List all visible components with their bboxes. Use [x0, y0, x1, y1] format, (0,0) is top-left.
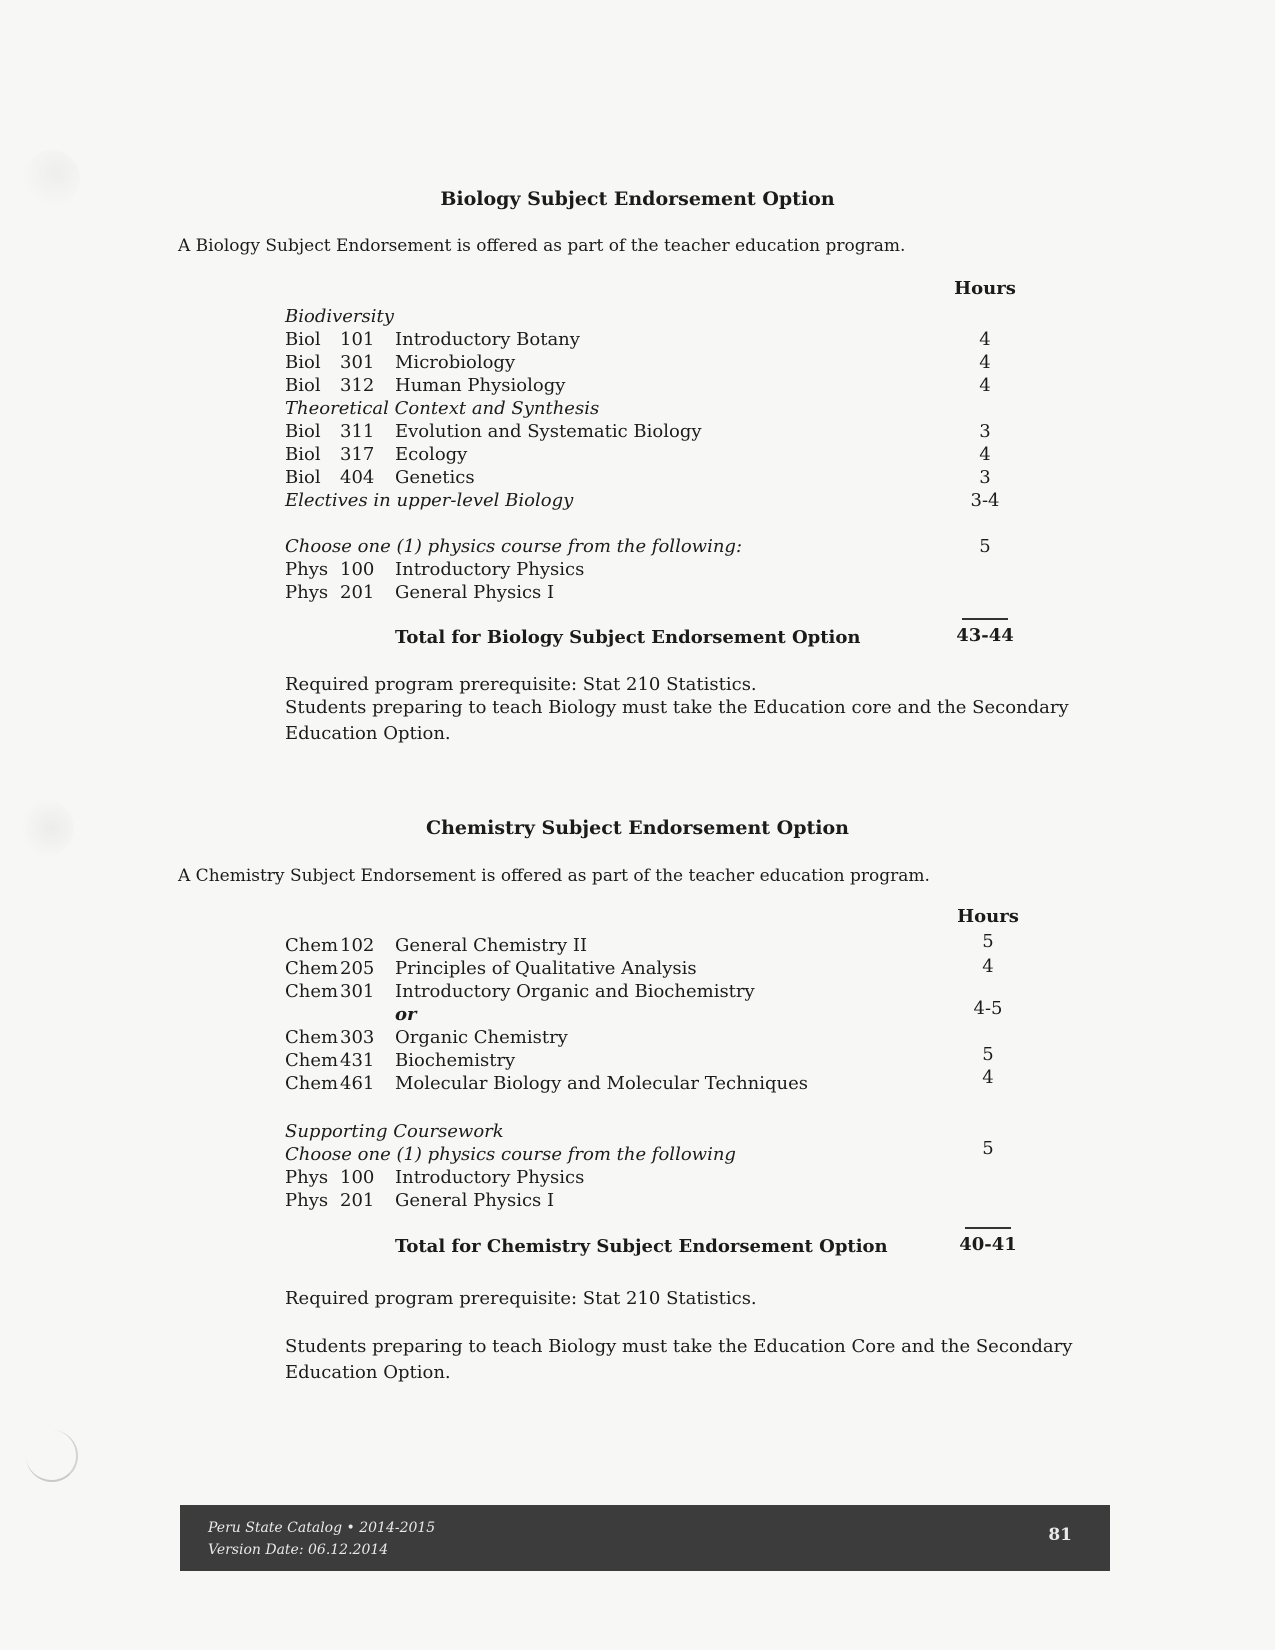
course-dept: Chem: [285, 981, 339, 1002]
course-title: Biochemistry: [395, 1050, 516, 1071]
course-title: Introductory Physics: [395, 559, 585, 580]
supporting-label: Supporting Coursework: [285, 1121, 504, 1142]
biology-total-label: Total for Biology Subject Endorsement Option: [395, 627, 861, 648]
course-row: [285, 1067, 1025, 1097]
course-dept: Phys: [285, 559, 329, 580]
course-hours: 4: [979, 444, 991, 465]
course-number: 301: [340, 352, 375, 373]
course-row: [285, 352, 1025, 376]
chemistry-physics-choice-row: [285, 1138, 1025, 1168]
course-dept: Biol: [285, 352, 321, 373]
course-row: [285, 375, 1025, 399]
biology-electives-row: [285, 490, 1025, 514]
course-number: 431: [340, 1050, 375, 1071]
course-number: 404: [340, 467, 375, 488]
course-title: Human Physiology: [395, 375, 566, 396]
course-dept: Phys: [285, 1167, 329, 1188]
course-hours: 4: [982, 1067, 994, 1088]
course-number: 201: [340, 1190, 375, 1211]
course-hours: 4: [979, 375, 991, 396]
physics-choice-label: Choose one (1) physics course from the following:: [285, 536, 743, 557]
course-row: [285, 582, 1025, 606]
course-title: Evolution and Systematic Biology: [395, 421, 702, 442]
footer-catalog-name: Peru State Catalog • 2014-2015: [208, 1520, 436, 1536]
course-number: 301: [340, 981, 375, 1002]
biology-hours-header: Hours: [954, 278, 1016, 299]
course-title: Introductory Botany: [395, 329, 580, 350]
course-row: [285, 1190, 1025, 1214]
course-title: Introductory Organic and Biochemistry: [395, 981, 755, 1002]
course-title: General Physics I: [395, 582, 555, 603]
hole-punch-bottom: [26, 1430, 78, 1482]
course-dept: Phys: [285, 1190, 329, 1211]
course-row: [285, 329, 1025, 353]
course-hours: 4: [979, 329, 991, 350]
course-number: 317: [340, 444, 375, 465]
chemistry-education-note: Students preparing to teach Biology must take the Education Core and the Secondary Education Option.: [285, 1336, 1073, 1383]
course-dept: Chem: [285, 1050, 339, 1071]
electives-label: Electives in upper-level Biology: [285, 490, 574, 511]
course-title: Introductory Physics: [395, 1167, 585, 1188]
biology-prerequisite-note: Required program prerequisite: Stat 210 Statistics.: [285, 674, 757, 695]
course-number: 311: [340, 421, 375, 442]
course-title: Principles of Qualitative Analysis: [395, 958, 697, 979]
course-row: [285, 421, 1025, 445]
chemistry-total-value: 40-41: [959, 1234, 1017, 1255]
or-label: or: [395, 1004, 417, 1025]
biology-education-note: Students preparing to teach Biology must take the Education core and the Secondary Education Option.: [285, 697, 1069, 744]
course-dept: Biol: [285, 375, 321, 396]
course-row: [285, 559, 1025, 583]
course-dept: Chem: [285, 1073, 339, 1094]
chemistry-total-rule: [965, 1227, 1011, 1229]
course-number: 312: [340, 375, 375, 396]
chemistry-supporting-row: [285, 1121, 1025, 1145]
course-hours: 3: [979, 421, 991, 442]
course-row: [285, 931, 1025, 959]
course-dept: Biol: [285, 329, 321, 350]
biology-total-value: 43-44: [956, 625, 1014, 646]
chemistry-prerequisite-note: Required program prerequisite: Stat 210 Statistics.: [285, 1288, 757, 1309]
biology-group-biodiversity: [285, 306, 1025, 330]
course-title: Microbiology: [395, 352, 516, 373]
course-dept: Phys: [285, 582, 329, 603]
course-title: Ecology: [395, 444, 468, 465]
catalog-footer: [180, 1505, 1110, 1571]
footer-info: [208, 1517, 435, 1561]
course-dept: Chem: [285, 958, 339, 979]
course-dept: Biol: [285, 467, 321, 488]
course-hours: 4: [979, 352, 991, 373]
course-row: [285, 444, 1025, 468]
biology-group-theoretical: [285, 398, 1025, 422]
chemistry-or-row: [285, 998, 1025, 1028]
chemistry-total-label: Total for Chemistry Subject Endorsement Option: [395, 1236, 888, 1257]
course-number: 303: [340, 1027, 375, 1048]
biology-section-title: Biology Subject Endorsement Option: [440, 188, 835, 210]
course-number: 201: [340, 582, 375, 603]
biology-total-rule: [962, 618, 1008, 620]
course-number: 102: [340, 935, 375, 956]
footer-version-date: Version Date: 06.12.2014: [208, 1542, 389, 1558]
course-number: 101: [340, 329, 375, 350]
biology-intro: A Biology Subject Endorsement is offered as part of the teacher education program.: [178, 236, 906, 256]
course-number: 461: [340, 1073, 375, 1094]
course-number: 205: [340, 958, 375, 979]
chemistry-hours-header: Hours: [957, 906, 1019, 927]
course-number: 100: [340, 559, 375, 580]
course-hours: 4: [982, 956, 994, 977]
physics-choice-hours: 5: [979, 536, 991, 557]
course-row: [285, 467, 1025, 491]
physics-choice-label: Choose one (1) physics course from the following: [285, 1144, 736, 1165]
course-row: [285, 1044, 1025, 1074]
course-dept: Chem: [285, 1027, 339, 1048]
course-dept: Biol: [285, 444, 321, 465]
course-number: 100: [340, 1167, 375, 1188]
biology-physics-choice-row: [285, 536, 1025, 560]
course-hours: 5: [982, 1044, 994, 1065]
or-hours: 4-5: [973, 998, 1003, 1019]
course-row: [285, 1027, 1025, 1051]
course-row: [285, 958, 1025, 982]
chemistry-section-title: Chemistry Subject Endorsement Option: [426, 817, 849, 839]
course-title: Organic Chemistry: [395, 1027, 568, 1048]
course-row: [285, 981, 1025, 1005]
course-row: [285, 1167, 1025, 1191]
page-number: 81: [1048, 1525, 1072, 1545]
course-dept: Biol: [285, 421, 321, 442]
course-dept: Chem: [285, 935, 339, 956]
chemistry-intro: A Chemistry Subject Endorsement is offered as part of the teacher education program.: [178, 866, 930, 886]
group-label: Biodiversity: [285, 306, 394, 327]
course-title: Molecular Biology and Molecular Techniques: [395, 1073, 809, 1094]
course-hours: 5: [982, 931, 994, 952]
course-title: Genetics: [395, 467, 475, 488]
electives-hours: 3-4: [970, 490, 1000, 511]
course-title: General Chemistry II: [395, 935, 588, 956]
course-title: General Physics I: [395, 1190, 555, 1211]
physics-choice-hours: 5: [982, 1138, 994, 1159]
group-label: Theoretical Context and Synthesis: [285, 398, 600, 419]
course-hours: 3: [979, 467, 991, 488]
